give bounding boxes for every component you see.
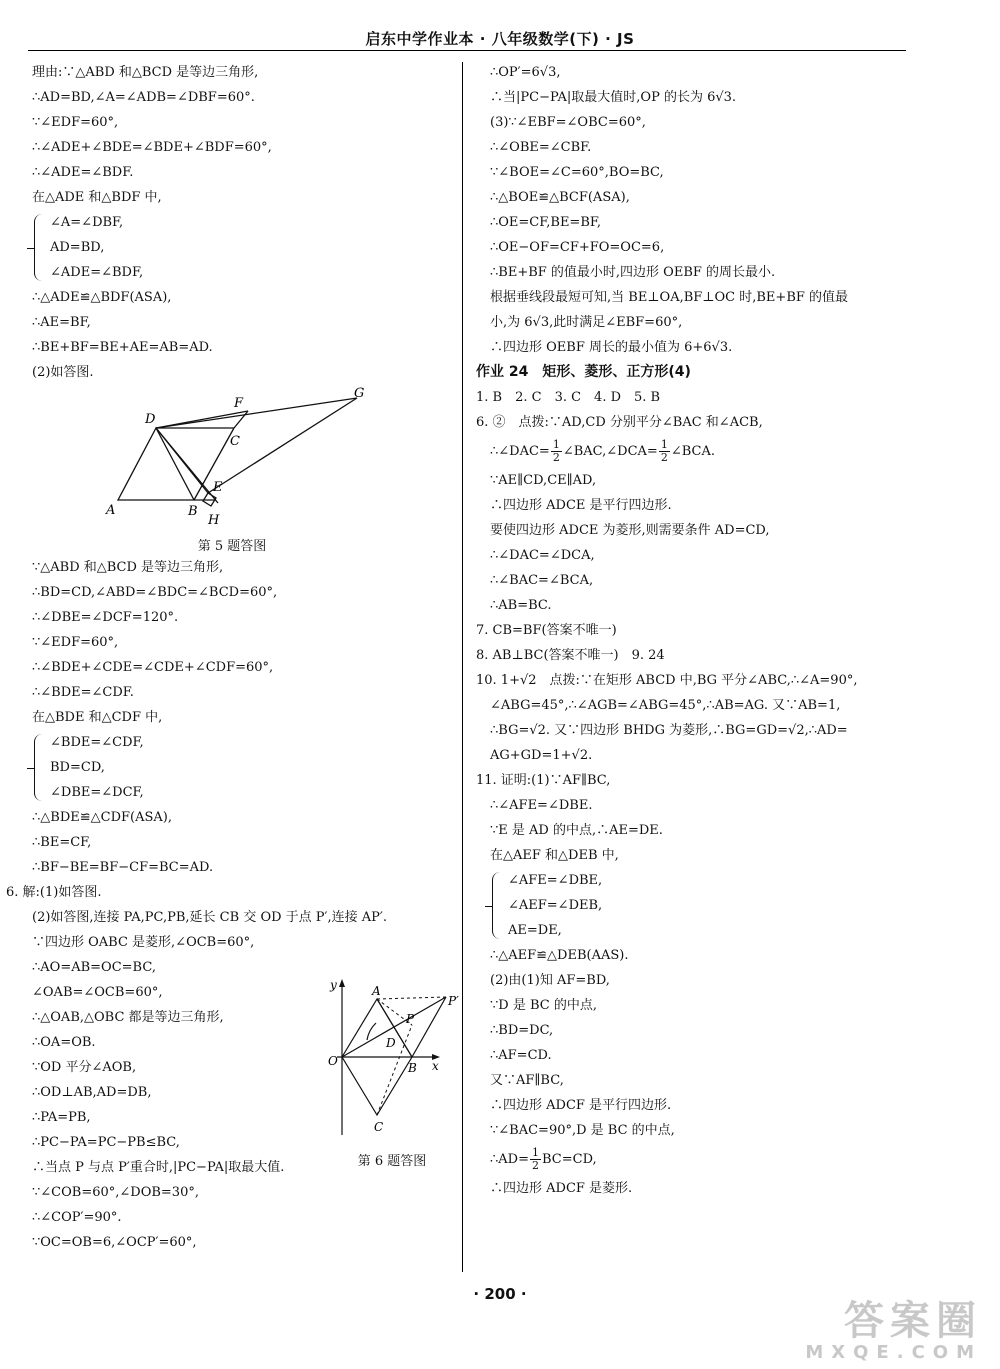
text-line: ∠OAB=∠OCB=60°, [32, 985, 163, 1000]
text-line: 6. ② 点拨:∵AD,CD 分别平分∠BAC 和∠ACB, [476, 415, 763, 430]
text-line: ∴AD=BD,∠A=∠ADB=∠DBF=60°. [32, 90, 255, 105]
text-line: 1. B 2. C 3. C 4. D 5. B [476, 390, 661, 405]
denominator: 2 [552, 451, 560, 464]
label-A: A [372, 984, 381, 998]
page-number: · 200 · [473, 1285, 527, 1303]
label-D: D [386, 1036, 396, 1050]
text-line: ∴△BDE≌△CDF(ASA), [32, 810, 172, 825]
text-line: ∴AF=CD. [490, 1048, 552, 1063]
text-line: ∴OP′=6√3, [490, 65, 561, 80]
left-column [6, 60, 459, 1255]
equation-system [490, 868, 916, 943]
text-line: ∴BD=DC, [490, 1023, 554, 1038]
text-line: ∴BD=CD,∠ABD=∠BDC=∠BCD=60°, [32, 585, 278, 600]
text-line: ∴BE+BF=BE+AE=AB=AD. [32, 340, 213, 355]
label-x: x [432, 1059, 439, 1073]
text-line: ∴PC−PA=PC−PB≤BC, [32, 1135, 180, 1150]
text-line: ∠ABG=45°,∴∠AGB=∠ABG=45°,∴AB=AG. 又∵AB=1, [490, 698, 841, 713]
text-line: ∵OC=OB=6,∠OCP′=60°, [32, 1235, 197, 1250]
text-line: 根据垂线段最短可知,当 BE⊥OA,BF⊥OC 时,BE+BF 的值最 [490, 290, 849, 305]
text-line: ∴∠AFE=∠DBE. [490, 798, 593, 813]
text-line: ∵AE∥CD,CE∥AD, [490, 473, 597, 488]
figure-6 [322, 975, 472, 1175]
text-line: ∴∠BDE=∠CDF. [32, 685, 134, 700]
text-line: ∴△BOE≌△BCF(ASA), [490, 190, 630, 205]
label-y: y [330, 978, 337, 992]
text-line: ∴∠OBE=∠CBF. [490, 140, 592, 155]
figure-6-caption: 第 6 题答图 [357, 1154, 427, 1169]
fraction-line [476, 435, 916, 468]
text-line: 小,为 6√3,此时满足∠EBF=60°, [490, 315, 683, 330]
text-line: ∵∠BAC=90°,D 是 BC 的中点, [490, 1123, 675, 1138]
text-line: ∴OA=OB. [32, 1035, 96, 1050]
text-line: AG+GD=1+√2. [490, 748, 593, 763]
fraction [659, 439, 670, 464]
text-fragment: ∠BCA. [670, 444, 715, 459]
brace [34, 734, 45, 801]
text-line: ∴∠BAC=∠BCA, [490, 573, 594, 588]
text-line: ∴△AEF≌△DEB(AAS). [490, 948, 629, 963]
text-line: ∵∠BOE=∠C=60°,BO=BC, [490, 165, 664, 180]
figure-6-diagram [322, 975, 472, 1145]
text-line: ∴当|PC−PA|取最大值时,OP 的长为 6√3. [490, 90, 737, 105]
text-line: ∴BF−BE=BF−CF=BC=AD. [32, 860, 214, 875]
text-line: ∵四边形 OABC 是菱形,∠OCB=60°, [32, 935, 255, 950]
label-C: C [374, 1120, 384, 1134]
text-line: ∵∠EDF=60°, [32, 635, 119, 650]
text-line: ∠ADE=∠BDF, [50, 265, 144, 280]
text-line: ∴当点 P 与点 P′重合时,|PC−PA|取最大值. [32, 1160, 285, 1175]
text-line: ∴∠BDE+∠CDE=∠CDE+∠CDF=60°, [32, 660, 274, 675]
numerator: 1 [531, 1146, 539, 1159]
label-P: P [406, 1012, 415, 1026]
text-line: ∠BDE=∠CDF, [50, 735, 144, 750]
text-line: ∴∠DBE=∠DCF=120°. [32, 610, 179, 625]
text-line: ∵△ABD 和△BCD 是等边三角形, [32, 560, 224, 575]
header-rule [28, 50, 906, 51]
text-line: ∴AB=BC. [490, 598, 552, 613]
text-line: (2)如答图. [32, 365, 94, 380]
figure-5-caption: 第 5 题答图 [197, 539, 267, 554]
denominator: 2 [531, 1159, 539, 1172]
watermark-url: MXQE.COM [805, 1342, 982, 1363]
text-line: 11. 证明:(1)∵AF∥BC, [476, 773, 611, 788]
section-heading: 作业 24 矩形、菱形、正方形(4) [476, 364, 691, 380]
text-line: ∴BG=√2. 又∵四边形 BHDG 为菱形,∴BG=GD=√2,∴AD= [490, 723, 848, 738]
text-line: 在△BDE 和△CDF 中, [32, 710, 163, 725]
equation-system [32, 730, 452, 805]
label-G: G [354, 386, 365, 401]
text-line: 10. 1+√2 点拨:∵在矩形 ABCD 中,BG 平分∠ABC,∴∠A=90°, [476, 673, 858, 688]
text-line: 7. CB=BF(答案不唯一) [476, 623, 617, 638]
text-line: ∴△OAB,△OBC 都是等边三角形, [32, 1010, 224, 1025]
text-line: ∴BE=CF, [32, 835, 92, 850]
label-P-prime: P′ [448, 994, 459, 1008]
label-A: A [106, 503, 116, 518]
text-line: ∵∠EDF=60°, [32, 115, 119, 130]
equation-system [32, 210, 452, 285]
text-line: ∠A=∠DBF, [50, 215, 124, 230]
text-line: 6. 解:(1)如答图. [6, 885, 102, 900]
text-line: ∴BE+BF 的值最小时,四边形 OEBF 的周长最小. [490, 265, 776, 280]
text-fragment: ∴∠DAC= [490, 444, 550, 459]
label-D: D [145, 412, 156, 427]
watermark-logo [805, 1300, 982, 1364]
text-fragment: ∴AD= [490, 1152, 529, 1167]
text-line: ∴四边形 ADCF 是平行四边形. [490, 1098, 672, 1113]
label-B: B [408, 1061, 417, 1075]
fraction-line [476, 1143, 916, 1176]
figure-5-diagram [32, 385, 452, 530]
text-line: ∴PA=PB, [32, 1110, 91, 1125]
text-line: ∵∠COB=60°,∠DOB=30°, [32, 1185, 199, 1200]
text-line: ∴OE=CF,BE=BF, [490, 215, 602, 230]
text-line: ∠AEF=∠DEB, [508, 898, 603, 913]
text-line: ∴OD⊥AB,AD=DB, [32, 1085, 152, 1100]
watermark-title: 答案圈 [844, 1298, 982, 1344]
brace [34, 214, 45, 281]
text-line: ∵OD 平分∠AOB, [32, 1060, 137, 1075]
text-line: BD=CD, [50, 760, 105, 775]
text-line: AE=DE, [508, 923, 562, 938]
text-line: ∠AFE=∠DBE, [508, 873, 603, 888]
label-E: E [213, 480, 223, 495]
text-line: ∴AO=AB=OC=BC, [32, 960, 156, 975]
denominator: 2 [660, 451, 668, 464]
text-line: ∴∠ADE+∠BDE=∠BDE+∠BDF=60°, [32, 140, 272, 155]
text-fragment: BC=CD, [541, 1152, 597, 1167]
page-header: 启东中学作业本 · 八年级数学(下) · JS [365, 30, 635, 48]
text-line: ∴∠DAC=∠DCA, [490, 548, 595, 563]
text-line: (2)如答图,连接 PA,PC,PB,延长 CB 交 OD 于点 P′,连接 AP′. [32, 910, 387, 925]
text-line: ∴OE−OF=CF+FO=OC=6, [490, 240, 665, 255]
text-line: ∵E 是 AD 的中点,∴AE=DE. [490, 823, 663, 838]
label-H: H [208, 513, 220, 528]
numerator: 1 [552, 438, 560, 451]
text-line: AD=BD, [50, 240, 105, 255]
text-line: ∴四边形 ADCE 是平行四边形. [490, 498, 672, 513]
text-line: ∴AE=BF, [32, 315, 91, 330]
label-B: B [188, 504, 198, 519]
text-line: ∴四边形 OEBF 周长的最小值为 6+6√3. [490, 340, 733, 355]
text-line: 理由:∵△ABD 和△BCD 是等边三角形, [32, 65, 259, 80]
text-line: 在△AEF 和△DEB 中, [490, 848, 619, 863]
right-column [476, 60, 916, 1201]
text-fragment: ∠BAC,∠DCA= [562, 444, 658, 459]
column-divider [462, 62, 463, 1272]
text-line: 又∵AF∥BC, [490, 1073, 564, 1088]
text-line: (3)∵∠EBF=∠OBC=60°, [490, 115, 646, 130]
numerator: 1 [660, 438, 668, 451]
text-line: (2)由(1)知 AF=BD, [490, 973, 610, 988]
text-line: ∴△ADE≌△BDF(ASA), [32, 290, 172, 305]
label-C: C [230, 434, 240, 449]
text-line: ∵D 是 BC 的中点, [490, 998, 597, 1013]
text-line: ∴四边形 ADCF 是菱形. [490, 1181, 633, 1196]
text-line: ∠DBE=∠DCF, [50, 785, 144, 800]
text-line: ∴∠ADE=∠BDF. [32, 165, 134, 180]
label-F: F [234, 396, 244, 411]
text-line: ∴∠COP′=90°. [32, 1210, 122, 1225]
y-axis-arrow [339, 979, 345, 987]
text-line: 8. AB⊥BC(答案不唯一) 9. 24 [476, 648, 665, 663]
brace [492, 872, 503, 939]
text-line: 在△ADE 和△BDF 中, [32, 190, 162, 205]
label-O: O [328, 1054, 338, 1068]
fraction [551, 439, 562, 464]
fraction [530, 1147, 541, 1172]
figure-5 [32, 385, 452, 555]
text-line: 要使四边形 ADCE 为菱形,则需要条件 AD=CD, [490, 523, 770, 538]
